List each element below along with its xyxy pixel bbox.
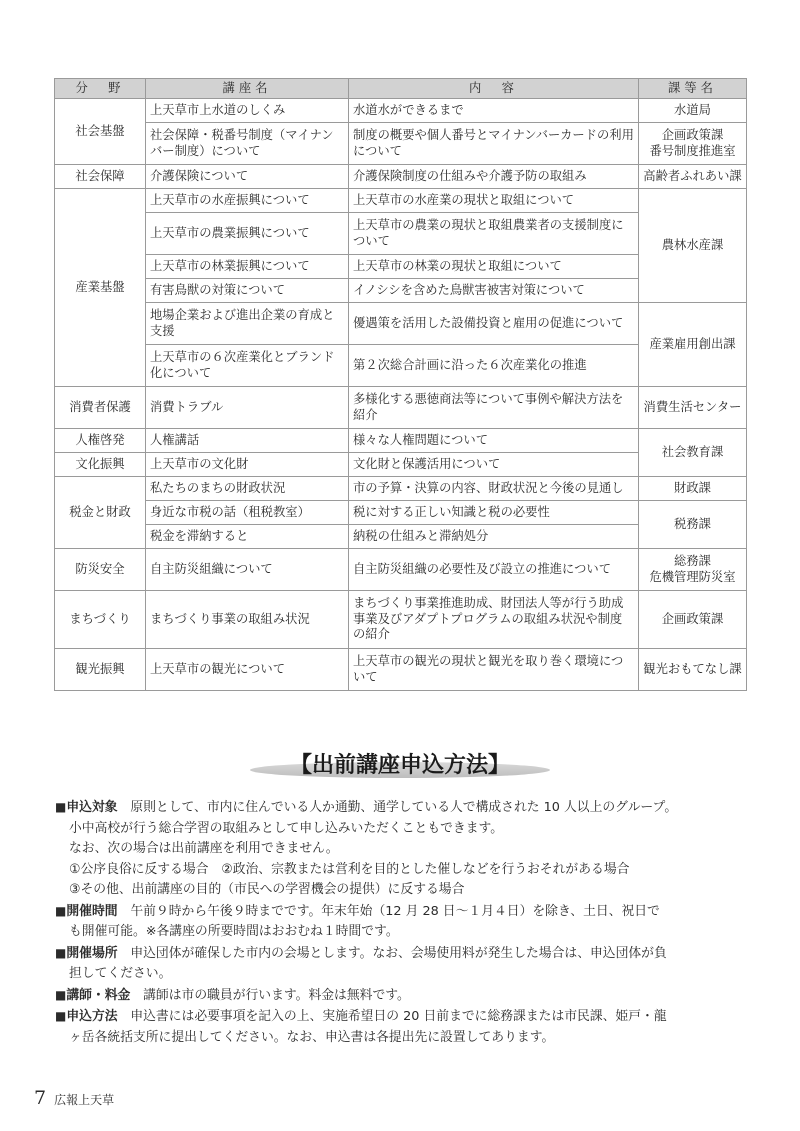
course-cell: 上天草市の林業振興について xyxy=(146,255,349,279)
dept-cell: 水道局 xyxy=(639,99,747,123)
header-course: 講座名 xyxy=(146,79,349,99)
field-cell: 人権啓発 xyxy=(55,429,146,453)
time-item xyxy=(55,901,755,923)
field-cell: 税金と財政 xyxy=(55,477,146,549)
content-cell: 優遇策を活用した設備投資と雇用の促進について xyxy=(349,303,639,345)
content-cell: 水道水ができるまで xyxy=(349,99,639,123)
course-cell: 上天草市の水産振興について xyxy=(146,189,349,213)
dept-cell: 観光おもてなし課 xyxy=(639,649,747,691)
field-cell: 防災安全 xyxy=(55,549,146,591)
field-cell: 産業基盤 xyxy=(55,189,146,387)
page-footer xyxy=(34,1087,114,1109)
content-cell: 上天草市の水産業の現状と取組について xyxy=(349,189,639,213)
content-cell: 多様化する悪徳商法等について事例や解決方法を紹介 xyxy=(349,387,639,429)
course-cell: 地場企業および進出企業の育成と支援 xyxy=(146,303,349,345)
course-cell: 上天草市上水道のしくみ xyxy=(146,99,349,123)
square-bullet-icon: ■ xyxy=(55,800,67,814)
target-continuation: 小中高校が行う総合学習の取組みとして申し込みいただくこともできます。 xyxy=(69,820,504,836)
time-continuation: も開催可能。※各講座の所要時間はおおむね１時間です。 xyxy=(69,924,399,939)
dept-cell: 総務課 危機管理防災室 xyxy=(639,549,747,591)
application-method xyxy=(55,797,755,1048)
course-table xyxy=(54,78,747,691)
content-cell: 制度の概要や個人番号とマイナンバーカードの利用について xyxy=(349,123,639,165)
section-title: 【出前講座申込方法】 xyxy=(289,753,510,778)
place-item xyxy=(55,943,755,965)
field-cell: 社会保障 xyxy=(55,165,146,189)
header-dept: 課等名 xyxy=(639,79,747,99)
content-cell: 文化財と保護活用について xyxy=(349,453,639,477)
field-cell: 観光振興 xyxy=(55,649,146,691)
publication-name: 広報上天草 xyxy=(54,1093,115,1107)
table-row xyxy=(55,303,747,345)
content-cell: 様々な人権問題について xyxy=(349,429,639,453)
dept-cell: 農林水産課 xyxy=(639,189,747,303)
apply-continuation: ヶ岳各統括支所に提出してください。なお、申込書は各提出先に設置してあります。 xyxy=(69,1029,555,1045)
target-case-2: ③その他、出前講座の目的（市民への学習機会の提供）に反する場合 xyxy=(69,882,465,897)
dept-cell: 税務課 xyxy=(639,501,747,549)
field-cell: まちづくり xyxy=(55,591,146,649)
table-row xyxy=(55,501,747,525)
course-cell: 人権講話 xyxy=(146,429,349,453)
content-cell: 上天草市の林業の現状と取組について xyxy=(349,255,639,279)
table-row xyxy=(55,165,747,189)
square-bullet-icon: ■ xyxy=(55,945,67,960)
square-bullet-icon: ■ xyxy=(55,1009,67,1023)
place-label: 開催場所 xyxy=(66,945,118,961)
dept-cell: 消費生活センター xyxy=(639,387,747,429)
table-row xyxy=(55,99,747,123)
course-cell: 身近な市税の話（租税教室） xyxy=(146,501,349,525)
content-cell: 上天草市の観光の現状と観光を取り巻く環境について xyxy=(349,649,639,691)
section-heading xyxy=(250,746,550,782)
field-cell: 消費者保護 xyxy=(55,387,146,429)
course-cell: 税金を滞納すると xyxy=(146,525,349,549)
table-row xyxy=(55,189,747,213)
square-bullet-icon: ■ xyxy=(55,987,67,1002)
place-text: 申込団体が確保した市内の会場とします。なお、会場使用料が発生した場合は、申込団体が負 xyxy=(130,945,667,961)
course-cell: 私たちのまちの財政状況 xyxy=(146,477,349,501)
table-header-row xyxy=(55,79,747,99)
target-case-1: ①公序良俗に反する場合 ②政治、宗教または営利を目的とした催しなどを行うおそれがある場合 xyxy=(69,861,630,877)
content-cell: 納税の仕組みと滞納処分 xyxy=(349,525,639,549)
header-content: 内 容 xyxy=(349,79,639,99)
course-cell: 上天草市の観光について xyxy=(146,649,349,691)
dept-cell: 財政課 xyxy=(639,477,747,501)
course-cell: まちづくり事業の取組み状況 xyxy=(146,591,349,649)
course-cell: 消費トラブル xyxy=(146,387,349,429)
table-row xyxy=(55,387,747,429)
content-cell: 第２次総合計画に沿った６次産業化の推進 xyxy=(349,345,639,387)
content-cell: 上天草市の農業の現状と取組農業者の支援制度について xyxy=(349,213,639,255)
table-row xyxy=(55,549,747,591)
dept-cell: 企画政策課 番号制度推進室 xyxy=(639,123,747,165)
target-label: 申込対象 xyxy=(66,800,118,815)
dept-cell: 産業雇用創出課 xyxy=(639,303,747,387)
course-cell: 上天草市の６次産業化とブランド化について xyxy=(146,345,349,387)
dept-cell: 社会教育課 xyxy=(639,429,747,477)
target-item xyxy=(55,797,755,819)
apply-item xyxy=(55,1006,755,1028)
content-cell: イノシシを含めた鳥獣害被害対策について xyxy=(349,279,639,303)
dept-cell: 企画政策課 xyxy=(639,591,747,649)
course-cell: 上天草市の農業振興について xyxy=(146,213,349,255)
place-continuation: 担してください。 xyxy=(69,966,172,981)
course-cell: 社会保障・税番号制度（マイナンバー制度）について xyxy=(146,123,349,165)
target-note: なお、次の場合は出前講座を利用できません。 xyxy=(69,841,339,856)
page-number: 7 xyxy=(34,1087,47,1109)
field-cell: 文化振興 xyxy=(55,453,146,477)
table-row xyxy=(55,123,747,165)
header-field: 分 野 xyxy=(55,79,146,99)
content-cell: 税に対する正しい知識と税の必要性 xyxy=(349,501,639,525)
fee-item xyxy=(55,985,755,1007)
time-label: 開催時間 xyxy=(66,903,118,919)
apply-text: 申込書には必要事項を記入の上、実施希望日の 20 日前までに総務課または市民課、姫戸・龍 xyxy=(130,1009,667,1024)
square-bullet-icon: ■ xyxy=(55,903,67,918)
content-cell: 介護保険制度の仕組みや介護予防の取組み xyxy=(349,165,639,189)
course-cell: 有害鳥獣の対策について xyxy=(146,279,349,303)
course-cell: 介護保険について xyxy=(146,165,349,189)
table-row xyxy=(55,477,747,501)
dept-cell: 高齢者ふれあい課 xyxy=(639,165,747,189)
table-row xyxy=(55,591,747,649)
content-cell: 市の予算・決算の内容、財政状況と今後の見通し xyxy=(349,477,639,501)
content-cell: 自主防災組織の必要性及び設立の推進について xyxy=(349,549,639,591)
course-cell: 自主防災組織について xyxy=(146,549,349,591)
time-text: 午前９時から午後９時までです。年末年始（12 月 28 日～１月４日）を除き、土日、祝日で xyxy=(130,903,660,919)
content-cell: まちづくり事業推進助成、財団法人等が行う助成事業及びアダプトプログラムの取組み状況や制度の紹介 xyxy=(349,591,639,649)
course-cell: 上天草市の文化財 xyxy=(146,453,349,477)
field-cell: 社会基盤 xyxy=(55,99,146,165)
table-row xyxy=(55,429,747,453)
target-text: 原則として、市内に住んでいる人か通勤、通学している人で構成された 10 人以上のグループ。 xyxy=(130,800,678,815)
apply-label: 申込方法 xyxy=(66,1009,118,1024)
fee-label: 講師・料金 xyxy=(66,987,131,1003)
fee-text: 講師は市の職員が行います。料金は無料です。 xyxy=(143,987,410,1003)
table-row xyxy=(55,649,747,691)
